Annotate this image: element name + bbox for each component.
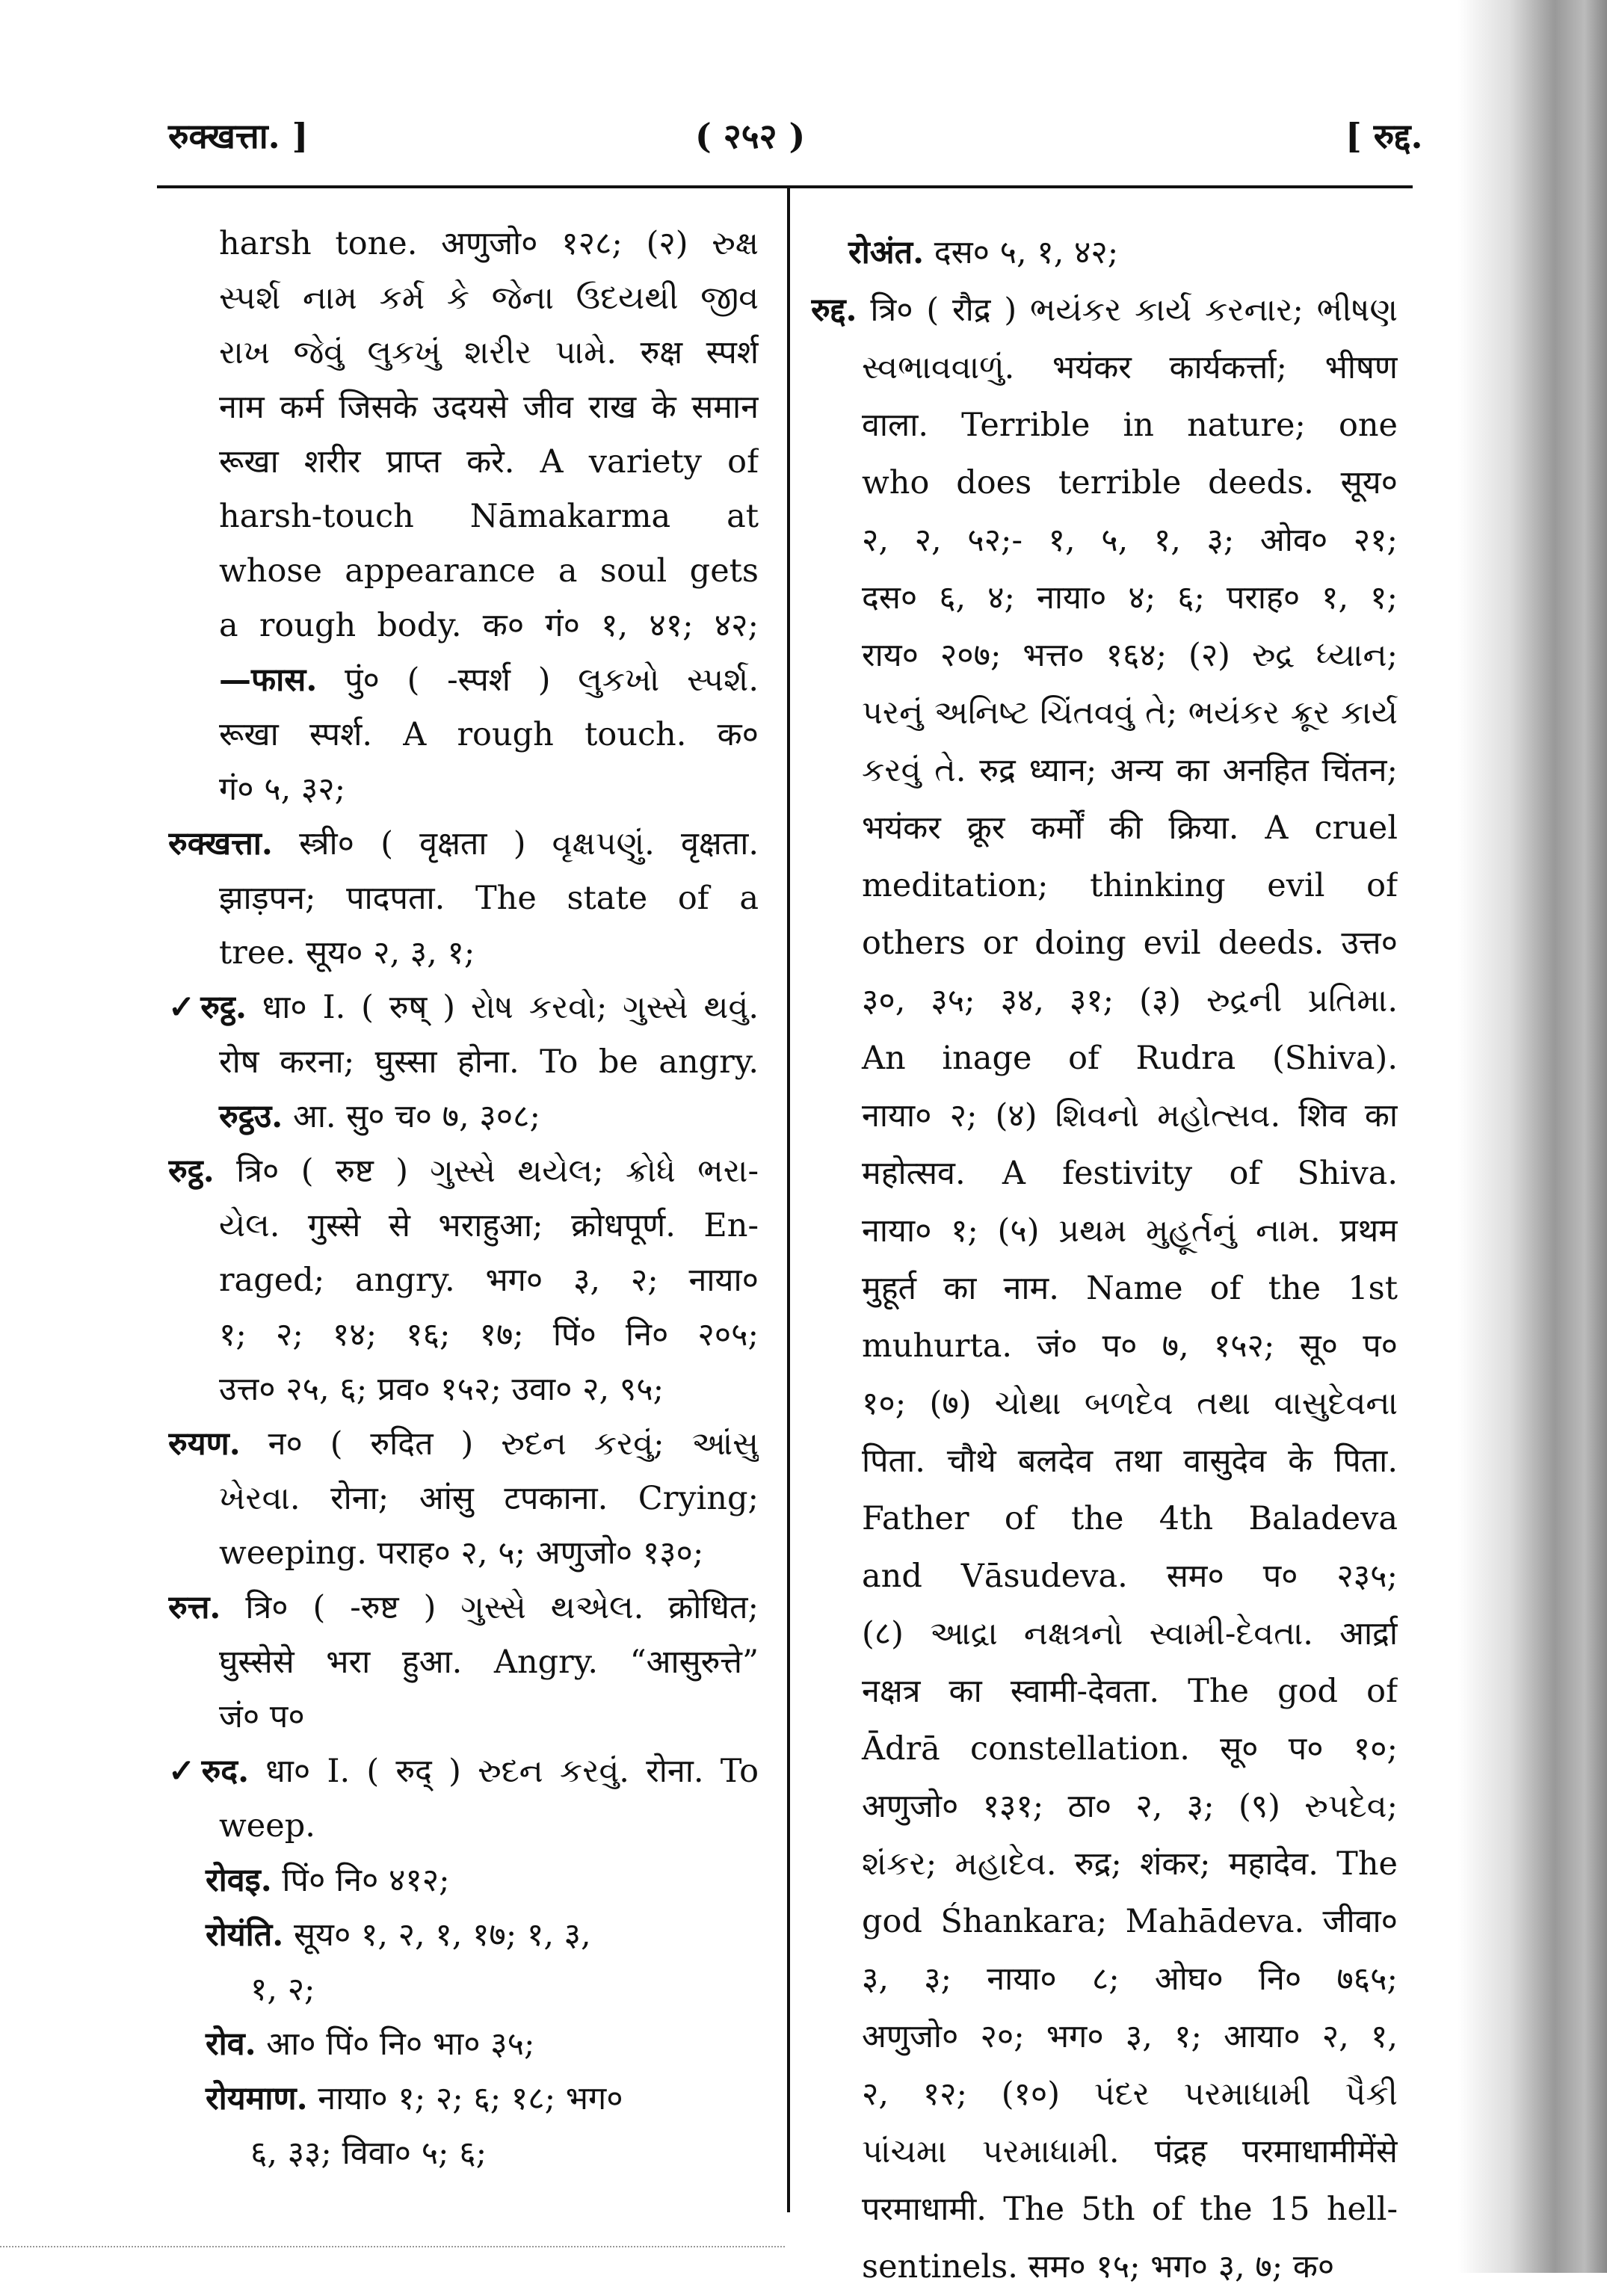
- dictionary-line: [811, 1721, 1398, 1778]
- headword: —फास.: [219, 661, 318, 699]
- headword: रुत्त.: [168, 1589, 221, 1626]
- entry-text: who does terrible deeds. सूय०: [862, 464, 1398, 502]
- entry-text: કરવું તે. रुद्र ध्यान; अन्य का अनहित चिंतन;: [862, 752, 1398, 789]
- entry-text: न० ( रुदित ) રુદન કરવું; આંસુ: [240, 1425, 759, 1463]
- page-number: ( २५२ ): [695, 116, 806, 156]
- dictionary-line: [168, 217, 759, 271]
- dictionary-line: [811, 397, 1398, 454]
- entry-text: Ādrā constellation. सू० प० १०;: [862, 1730, 1398, 1768]
- entry-text: महोत्सव. A festivity of Shiva.: [862, 1155, 1398, 1192]
- entry-text: muhurta. जं० प० ७, १५२; सू० प०: [862, 1327, 1398, 1365]
- dictionary-line: [811, 1260, 1398, 1318]
- dictionary-line: [168, 2072, 759, 2126]
- headword: रुक्खत्ता.: [168, 825, 273, 862]
- entry-text: धा० I. ( रुष् ) રોષ કરવો; ગુસ્સે થવું.: [246, 989, 759, 1026]
- header-rule: [157, 185, 1413, 188]
- dictionary-line: [168, 1035, 759, 1090]
- dictionary-line: [811, 224, 1398, 282]
- dictionary-line: [168, 380, 759, 435]
- entry-text: પાંચમા પરમાધામી. पंद्रह परमाधामीमेंसे: [862, 2133, 1398, 2170]
- dictionary-line: [168, 1799, 759, 1854]
- entry-text: नाया० १; (५) પ્રથમ મુહૂર્તનું નામ. प्रथम: [862, 1212, 1398, 1250]
- dictionary-line: [168, 2126, 759, 2181]
- dictionary-line: [811, 742, 1398, 800]
- headword: रोव.: [206, 2025, 256, 2063]
- entry-text: पुं० ( -स्पर्श ) લુકખો સ્પર્શ.: [317, 661, 759, 699]
- running-head-left: रुक्खत्ता. ]: [168, 116, 309, 156]
- dictionary-line: [811, 1203, 1398, 1260]
- dictionary-line: [168, 1253, 759, 1308]
- entry-text: २, २, ५२;- १, ५, १, ३; ओव० २१;: [862, 522, 1398, 559]
- entry-text: harsh-touch Nāmakarma at: [219, 498, 759, 535]
- headword: रोयंति.: [206, 1916, 284, 1954]
- entry-text: An inage of Rudra (Shiva).: [862, 1040, 1398, 1077]
- entry-text: harsh tone. अणुजो० १२८; (२) રુક્ષ: [219, 225, 759, 262]
- dictionary-line: [811, 570, 1398, 627]
- entry-text: others or doing evil deeds. उत्त०: [862, 925, 1398, 962]
- dictionary-line: [811, 627, 1398, 685]
- dictionary-line: [168, 871, 759, 926]
- dictionary-line: [168, 2017, 759, 2072]
- headword: रोअंत.: [848, 234, 925, 271]
- headword: रोयमाण.: [206, 2080, 308, 2117]
- dictionary-line: [168, 817, 759, 871]
- bottom-edge: [0, 2246, 785, 2249]
- entry-text: ६, ३३; विवा० ५; ६;: [250, 2135, 487, 2172]
- dictionary-line: [168, 1635, 759, 1690]
- entry-text: नाम कर्म जिसके उदयसे जीव राख के समान: [219, 389, 759, 426]
- entry-text: उत्त० २५, ६; प्रव० १५२; उवा० २, ९५;: [219, 1371, 664, 1408]
- dictionary-line: [168, 1417, 759, 1472]
- page-edge-shadow: [1458, 0, 1607, 2273]
- headword: रोवइ.: [206, 1862, 272, 1899]
- dictionary-line: [811, 2066, 1398, 2123]
- dictionary-line: [168, 599, 759, 653]
- entry-text: tree. सूय० २, ३, १;: [219, 934, 475, 972]
- entry-text: યેલ. गुस्से से भराहुआ; क्रोधपूर्ण. En-: [219, 1207, 759, 1244]
- left-column: [168, 217, 759, 2181]
- dictionary-line: [811, 1490, 1398, 1548]
- dictionary-line: [811, 1145, 1398, 1203]
- dictionary-line: [168, 1363, 759, 1417]
- entry-text: आ० पिं० नि० भा० ३५;: [256, 2025, 535, 2063]
- dictionary-line: [168, 653, 759, 708]
- dictionary-line: [168, 708, 759, 762]
- entry-text: रूखा शरीर प्राप्त करे. A variety of: [219, 443, 759, 481]
- dictionary-line: [168, 544, 759, 599]
- entry-text: अणुजो० २०; भग० ३, १; आया० २, १,: [862, 2018, 1398, 2055]
- entry-text: १०; (७) ચોથા બળદેવ તથા વાસુદેવના: [862, 1385, 1398, 1422]
- running-head-right: [ रुद्द.: [1345, 116, 1423, 156]
- entry-text: दस० ६, ४; नाया० ४; ६; पराह० १, १;: [862, 579, 1398, 617]
- dictionary-line: [811, 1548, 1398, 1605]
- dictionary-line: [811, 1605, 1398, 1663]
- dictionary-line: [811, 454, 1398, 512]
- entry-text: धा० I. ( रुद् ) રુદન કરવું. रोना. To: [249, 1753, 759, 1790]
- dictionary-line: [811, 915, 1398, 972]
- dictionary-line: [168, 1908, 759, 1963]
- column-divider: [787, 187, 790, 2212]
- dictionary-line: [168, 1144, 759, 1199]
- dictionary-line: [811, 1318, 1398, 1375]
- entry-text: १; २; १४; १६; १७; पिं० नि० २०५;: [219, 1316, 759, 1354]
- entry-text: weeping. पराह० २, ५; अणुजो० १३०;: [219, 1534, 704, 1572]
- dictionary-line: [168, 490, 759, 544]
- entry-text: भयंकर क्रूर कर्मों की क्रिया. A cruel: [862, 809, 1398, 847]
- entry-text: સ્પર્શ નામ કર્મ કે જેના ઉદયથી જીવ: [219, 280, 759, 317]
- entry-text: नक्षत्र का स्वामी-देवता. The god of: [862, 1673, 1398, 1710]
- entry-text: and Vāsudeva. सम० प० २३५;: [862, 1558, 1398, 1595]
- dictionary-line: [168, 1581, 759, 1635]
- entry-text: नाया० १; २; ६; १८; भग०: [307, 2080, 623, 2117]
- entry-text: आ. सु० च० ७, ३०८;: [283, 1098, 540, 1135]
- dictionary-line: [811, 685, 1398, 742]
- right-column: [811, 224, 1398, 2296]
- entry-text: त्रि० ( रौद्र ) ભયંકર કાર્ય કરનાર; ભીષણ: [857, 291, 1398, 329]
- entry-text: घुस्सेसे भरा हुआ. Angry. “आसुरुत्ते”: [219, 1644, 759, 1681]
- dictionary-line: [811, 1030, 1398, 1087]
- entry-text: झाड़पन; पादपता. The state of a: [219, 880, 759, 917]
- dictionary-line: [811, 339, 1398, 397]
- entry-text: weep.: [219, 1807, 315, 1845]
- entry-text: रूखा स्पर्श. A rough touch. क०: [219, 716, 759, 753]
- entry-text: जं० प०: [219, 1698, 305, 1735]
- entry-text: पिं० नि० ४१२;: [271, 1862, 450, 1899]
- entry-text: પરનું અનિષ્ટ ચિંતવવું તે; ભયંકર ક્રૂર કાર્ય: [862, 694, 1398, 732]
- dictionary-line: [811, 800, 1398, 857]
- entry-text: god Śhankara; Mahādeva. जीवा०: [862, 1903, 1398, 1940]
- headword: रुद्द.: [811, 291, 857, 329]
- entry-text: a rough body. क० गं० १, ४१; ४२;: [219, 607, 759, 644]
- dictionary-line: [168, 1963, 759, 2017]
- dictionary-line: [168, 1744, 759, 1799]
- dictionary-line: [811, 282, 1398, 339]
- entry-text: नाया० २; (४) શિવનો મહોત્સવ. शिव का: [862, 1097, 1398, 1135]
- entry-text: ખેરવા. रोना; आंसु टपकाना. Crying;: [219, 1480, 759, 1517]
- entry-text: रोष करना; घुस्सा होना. To be angry.: [219, 1043, 759, 1081]
- dictionary-line: [811, 2123, 1398, 2181]
- dictionary-line: [811, 2238, 1398, 2296]
- entry-text: શંકર; મહાદેવ. रुद्र; शंकर; महादेव. The: [862, 1845, 1398, 1883]
- entry-text: पिता. चौथे बलदेव तथा वासुदेव के पिता.: [862, 1442, 1398, 1480]
- entry-text: રાખ જેવું લુકખું શરીર પામે. रुक्ष स्पर्श: [219, 334, 759, 371]
- dictionary-line: [168, 1090, 759, 1144]
- dictionary-line: [811, 1433, 1398, 1490]
- dictionary-line: [811, 857, 1398, 915]
- dictionary-line: [168, 981, 759, 1035]
- entry-text: राय० २०७; भत्त० १६४; (२) રુદ્ર ધ્યાન;: [862, 637, 1398, 674]
- dictionary-line: [168, 1690, 759, 1744]
- entry-text: गं० ५, ३२;: [219, 771, 346, 808]
- dictionary-line: [811, 2008, 1398, 2066]
- entry-text: परमाधामी. The 5th of the 15 hell-: [862, 2191, 1398, 2228]
- headword: रुट्ठ.: [168, 1152, 215, 1190]
- entry-text: मुहूर्त का नाम. Name of the 1st: [862, 1270, 1398, 1307]
- dictionary-line: [168, 1526, 759, 1581]
- entry-text: (८) આદ્રા નક્ષત્રનો સ્વામી-દેવતા. आर्द्रा: [862, 1615, 1398, 1652]
- dictionary-line: [168, 1199, 759, 1253]
- entry-text: સ્વભાવવાળું. भयंकर कार्यकर्त्ता; भीषण: [862, 349, 1398, 386]
- entry-text: वाला. Terrible in nature; one: [862, 407, 1398, 444]
- entry-text: सूय० १, २, १, १७; १, ३,: [283, 1916, 591, 1954]
- dictionary-line: [811, 1951, 1398, 2008]
- entry-text: १, २;: [250, 1971, 315, 2008]
- headword: रुट्ठउ.: [219, 1098, 283, 1135]
- entry-text: ३०, ३५; ३४, ३१; (३) રુદ્રની પ્રતિમા.: [862, 982, 1398, 1019]
- dictionary-line: [168, 271, 759, 326]
- entry-text: दस० ५, १, ४२;: [924, 234, 1119, 271]
- dictionary-line: [811, 1836, 1398, 1893]
- dictionary-line: [811, 972, 1398, 1030]
- dictionary-line: [168, 762, 759, 817]
- entry-text: raged; angry. भग० ३, २; नाया०: [219, 1262, 759, 1299]
- entry-text: २, १२; (१०) પંદર પરમાધામી પૈકી: [862, 2076, 1398, 2113]
- entry-text: whose appearance a soul gets: [219, 552, 759, 590]
- entry-text: स्त्री० ( वृक्षता ) વૃક્ષપણું. वृक्षता.: [272, 825, 759, 862]
- entry-text: sentinels. सम० १५; भग० ३, ७; क०: [862, 2248, 1335, 2286]
- entry-text: त्रि० ( रुष्ट ) ગુસ્સે થયેલ; ક્રોધે ભરા-: [214, 1152, 759, 1190]
- entry-text: Father of the 4th Baladeva: [862, 1500, 1398, 1537]
- headword: ✓रुट्ठ.: [168, 989, 247, 1026]
- dictionary-line: [168, 1308, 759, 1363]
- dictionary-line: [168, 1472, 759, 1526]
- entry-text: त्रि० ( -रुष्ट ) ગુસ્સે થએલ. क्रोधित;: [220, 1589, 759, 1626]
- entry-text: ३, ३; नाया० ८; ओघ० नि० ७६५;: [862, 1960, 1398, 1998]
- dictionary-line: [811, 1375, 1398, 1433]
- entry-text: meditation; thinking evil of: [862, 867, 1398, 904]
- dictionary-line: [168, 926, 759, 981]
- dictionary-line: [168, 1854, 759, 1908]
- dictionary-line: [168, 326, 759, 380]
- headword: ✓रुद.: [168, 1753, 250, 1790]
- dictionary-line: [811, 1893, 1398, 1951]
- dictionary-line: [811, 2181, 1398, 2238]
- dictionary-line: [811, 1087, 1398, 1145]
- dictionary-line: [168, 435, 759, 490]
- dictionary-line: [811, 1663, 1398, 1721]
- headword: रुयण.: [168, 1425, 241, 1463]
- entry-text: अणुजो० १३१; ठा० २, ३; (९) રુપદેવ;: [862, 1788, 1398, 1825]
- dictionary-line: [811, 1778, 1398, 1836]
- dictionary-line: [811, 512, 1398, 570]
